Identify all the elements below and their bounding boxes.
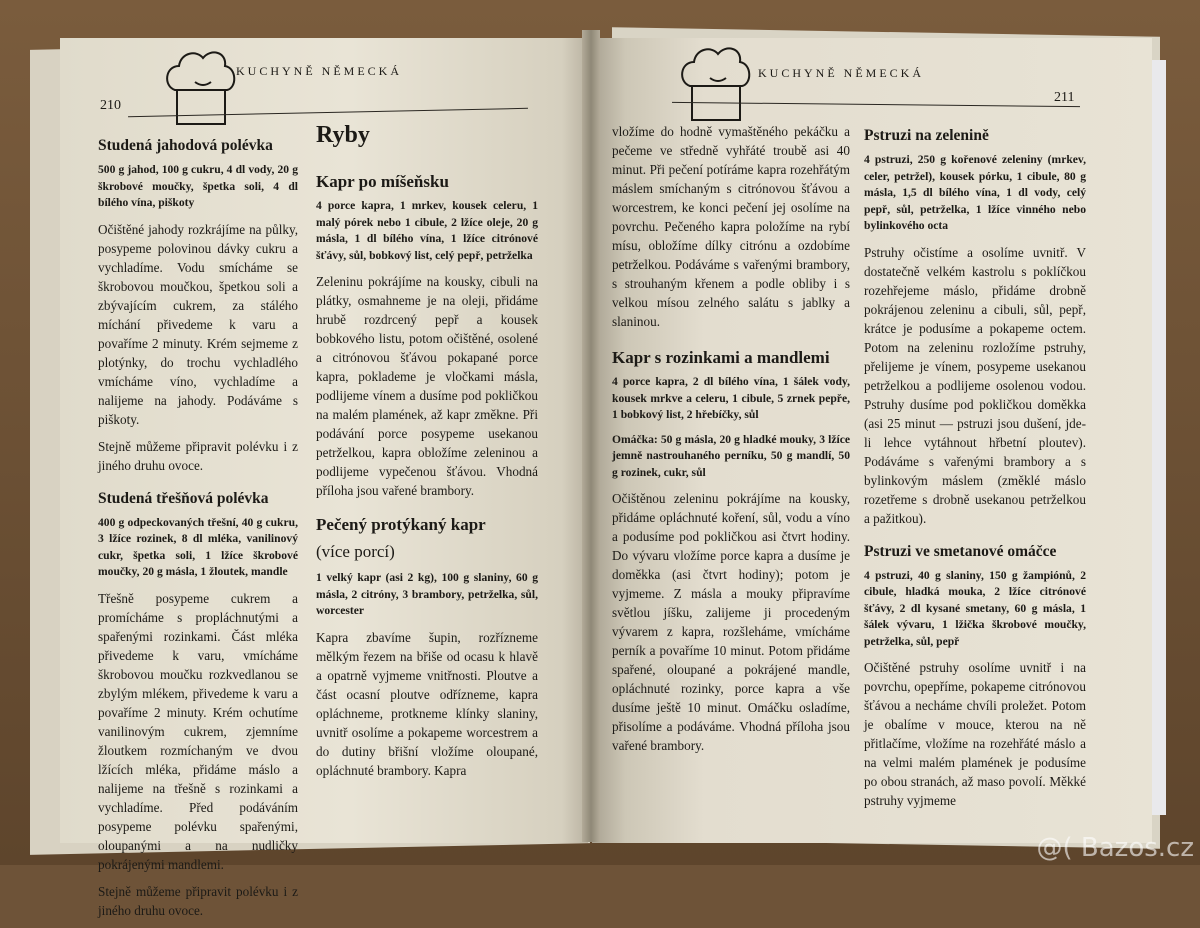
- recipe-ingredients: 500 g jahod, 100 g cukru, 4 dl vody, 20 g škrobové moučky, špetka soli, 4 dl bílého vína, piškoty: [98, 163, 298, 209]
- right-column-1: [612, 122, 850, 763]
- recipe-title: Studená třešňová polévka: [98, 489, 269, 507]
- section-heading: Ryby: [316, 122, 370, 148]
- recipe-ingredients: 400 g odpeckovaných třešní, 40 g cukru, 3 lžíce rozinek, 8 dl mléka, vanilinový cukr, špetka soli, 1 lžíce škrobové moučky, 20 g másla, 1 žloutek, mandle: [98, 515, 298, 578]
- recipe-text: Stejně můžeme připravit polévku i z jiného druhu ovoce.: [98, 438, 298, 473]
- recipe-title: Pečený protýkaný kapr: [316, 515, 486, 534]
- recipe-ingredients: 4 porce kapra, 2 dl bílého vína, 1 šálek vody, kousek mrkve a celeru, 1 cibule, 5 zrnek pepře, 1 bobkový list, 2 hřebíčky, sůl: [612, 375, 850, 421]
- left-header-title: KUCHYNĚ NĚMECKÁ: [236, 64, 402, 78]
- chef-hat-icon: [680, 42, 752, 124]
- left-column-2: [316, 122, 538, 788]
- left-page: [60, 38, 588, 918]
- recipe-text: Stejně můžeme připravit polévku i z jiného druhu ovoce.: [98, 883, 298, 918]
- recipe-text: Zeleninu pokrájíme na kousky, cibuli na plátky, osmahneme je na oleji, přidáme hrubě rozdrcený pepř a kousek bobkového listu, potom očištěné, osolené a citrónovou šťávou pokapané porce kapra, poklademe je vločkami másla, podlijeme vínem a dusíme pod pokličkou na malém plamének, až kapr změkne. Při podávání porce posypeme usekanou petrželkou, kapra obložíme zeleninou a podlijeme vypečenou šťávou. Vhodná příloha jsou vařené brambory.: [316, 274, 538, 498]
- recipe-text: Očištěné jahody rozkrájíme na půlky, posypeme polovinou dávky cukru a vychladíme. Vodu smícháme se škrobovou moučkou, špetkou soli a zbývajícím cukrem, za stálého míchání přivedeme k varu a povaříme 2 minuty. Krém sejmeme z plotýnky, do trochu vychladlého vmícháme víno, vychladíme a nalijeme na jahody. Podáváme s piškoty.: [98, 221, 298, 427]
- recipe-ingredients: 1 velký kapr (asi 2 kg), 100 g slaniny, 60 g másla, 2 citróny, 3 brambory, petrželka, sůl, worcester: [316, 571, 538, 617]
- recipe-text: Pstruhy očistíme a osolíme uvnitř. V dostatečně velkém kastrolu s poklíčkou rozehřejeme máslo, přidáme drobně pokrájenou zeleninu a cibuli, sůl, pepř, krátce je podusíme a pokapeme octem. Potom na zeleninu rozložíme pstruhy, přelijeme je vínem, posypeme usekanou petrželkou a podlijeme osolenou vodou. Pstruhy dusíme pod pokličkou doměkka (asi 25 minut — pstruzi jsou dušení, jde-li lehce vytáhnout hřbetní ploutev). Podáváme s vařenými brambory a s bylinkovým máslem (změklé máslo rozetřeme s drobně usekanou petrželkou a pažitkou).: [864, 244, 1086, 526]
- right-page: [592, 38, 1152, 843]
- recipe-title: Pstruzi ve smetanové omáčce: [864, 542, 1057, 560]
- recipe-text: Kapra zbavíme šupin, rozřízneme mělkým řezem na břiše od ocasu k hlavě a opatrně vyjmeme vnitřnosti. Ploutve a část ocasní ploutve odřízneme, kapra opláchneme, protkneme klínky slaniny, uvnitř osolíme a pokapeme worcestrem a do dutiny břišní vložíme oloupané, opláchnuté brambory. Kapra: [316, 629, 538, 778]
- right-header-title: KUCHYNĚ NĚMECKÁ: [758, 66, 924, 80]
- recipe-text: vložíme do hodně vymaštěného pekáčku a pečeme ve středně vyhřáté troubě asi 40 minut. Při pečení potíráme kapra rozehřátým máslem smíchaným s citrónovou šťávou a worcestrem, ke konci pečení jej osolíme na povrchu. Pečeného kapra položíme na rybí mísu, obložíme dílky citrónu a ozdobíme petrželkou. Podáváme s vařenými brambory, s strouhaným křenem a podle obliby i s velkou mísou zelného salátu s jablky a slaninou.: [612, 124, 850, 329]
- recipe-text: Třešně posypeme cukrem a promícháme s propláchnutými a spařenými rozinkami. Část mléka přivedeme k varu, vmícháme škrobovou moučku rozkvedlanou se zbylým mlékem, přivedeme k varu a povaříme 2 minuty. Krém ochutíme vanilinovým cukrem, zjemníme žloutkem rozmíchaným ve dvou lžících mléka, přidáme máslo a nalijeme na třešně s rozinkami a vychladíme. Před podáváním posypeme polévku spařenými, oloupanými a na nudličky pokrájenými mandlemi.: [98, 590, 298, 872]
- recipe-ingredients: Omáčka: 50 g másla, 20 g hladké mouky, 3 lžíce jemně nastrouhaného perníku, 50 g mandlí, 50 g rozinek, cukr, sůl: [612, 432, 850, 479]
- recipe-text: Očištěnou zeleninu pokrájíme na kousky, přidáme opláchnuté koření, sůl, vodu a víno a podusíme pod pokličkou asi čtvrt hodiny. Do vývaru vložíme porce kapra a dusíme je doměkka (asi čtvrt hodiny); potom je vyjmeme. Z másla a mouky připravíme světlou jíšku, zalijeme ji procedeným vývarem z kapra, rozšleháme, vmícháme perník a povaříme 10 minut. Potom přidáme spařené, oloupané a pokrájené mandle, opláchnuté rozinky, porce kapra a vše dusíme ještě 10 minut. Omáčku osladíme, přisolíme a podáváme. Vhodná příloha jsou vařené brambory.: [612, 491, 850, 753]
- left-column-1: [98, 136, 298, 928]
- watermark: @( Bazos.cz: [1036, 833, 1194, 863]
- recipe-ingredients: 4 porce kapra, 1 mrkev, kousek celeru, 1 malý pórek nebo 1 cibule, 2 lžíce oleje, 20 g másla, 1 dl bílého vína, 1 lžíce citrónové šťávy, sůl, bobkový list, celý pepř, petrželka: [316, 199, 538, 262]
- recipe-title: Kapr po míšeňsku: [316, 172, 449, 191]
- recipe-ingredients: 4 pstruzi, 40 g slaniny, 150 g žampiónů, 2 cibule, hladká mouka, 2 lžíce citrónové šťávy, 2 dl kysané smetany, 60 g másla, 1 šálek vývaru, 1 lžička škrobové moučky, petrželka, sůl, pepř: [864, 568, 1086, 648]
- left-page-number: 210: [100, 98, 121, 113]
- right-page-number: 211: [1054, 90, 1075, 105]
- recipe-title: Studená jahodová polévka: [98, 137, 273, 154]
- recipe-subtitle: (více porcí): [316, 542, 395, 561]
- recipe-text: Očištěné pstruhy osolíme uvnitř i na povrchu, opepříme, pokapeme citrónovou šťávou a necháme chvíli proležet. Potom je obalíme v mouce, kterou na ně přitlačíme, vložíme na rozehřáté máslo a na velmi malém plamének je podusíme po obou stranách, až maso povolí. Měkké pstruhy vyjmeme: [864, 660, 1086, 808]
- book-gutter: [582, 30, 600, 842]
- right-column-2: [864, 126, 1086, 818]
- recipe-title: Kapr s rozinkami a mandlemi: [612, 348, 830, 367]
- recipe-ingredients: 4 pstruzi, 250 g kořenové zeleniny (mrkev, celer, petržel), kousek pórku, 1 cibule, 80 g másla, 1,5 dl bílého vína, 1 dl vody, celý pepř, sůl, petrželka, 1 lžíce vinného nebo bylinkového octa: [864, 153, 1086, 232]
- recipe-title: Pstruzi na zelenině: [864, 127, 989, 144]
